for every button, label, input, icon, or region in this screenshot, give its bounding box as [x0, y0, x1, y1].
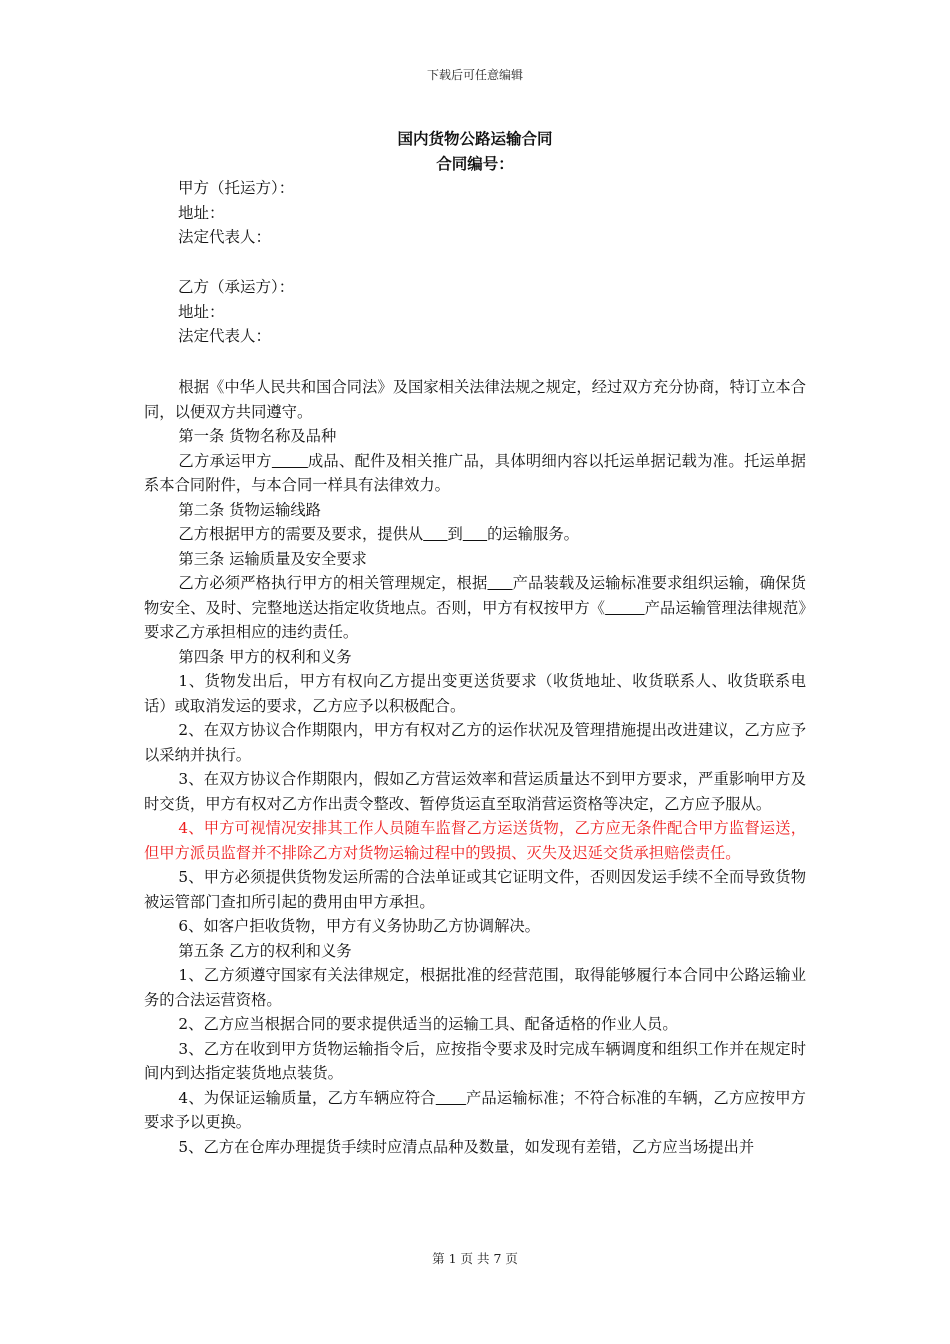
party-b-representative: 法定代表人：: [178, 327, 272, 345]
article-5-item-4-b: 产品运输标准；不符合标准的车辆，乙方应按甲方要求予以更换。: [144, 1088, 806, 1131]
article-5-item-4-a: 4、为保证运输质量，乙方车辆应符合: [178, 1088, 436, 1107]
article-3-text: [144, 571, 806, 645]
article-5-heading: 第五条 乙方的权利和义务: [178, 941, 352, 960]
article-5-item-1: 1、乙方须遵守国家有关法律规定，根据批准的经营范围，取得能够履行本合同中公路运输业务的合法运营资格。: [144, 966, 806, 1009]
article-4-item-5: 5、甲方必须提供货物发运所需的合法单证或其它证明文件，否则因发运手续不全而导致货物被运管部门查扣所引起的费用由甲方承担。: [144, 868, 806, 911]
article-5-item-5: 5、乙方在仓库办理提货手续时应清点品种及数量，如发现有差错，乙方应当场提出并: [178, 1137, 755, 1156]
party-a-representative: 法定代表人：: [178, 228, 272, 246]
article-4-item-1: 1、货物发出后，甲方有权向乙方提出变更送货要求（收货地址、收货联系人、收货联系电话）或取消发运的要求，乙方应予以积极配合。: [144, 672, 806, 715]
article-4-heading: 第四条 甲方的权利和义务: [178, 647, 352, 666]
article-2-text-b: 到: [447, 525, 463, 543]
party-a-address: 地址：: [178, 203, 225, 222]
article-3-heading: 第三条 运输质量及安全要求: [178, 549, 367, 568]
article-5-item-2: 2、乙方应当根据合同的要求提供适当的运输工具、配备适格的作业人员。: [178, 1015, 678, 1033]
article-3-text-a: 乙方必须严格执行甲方的相关管理规定，根据: [178, 574, 488, 592]
article-3-text-b: 产品装载及运输标准要求组织运输，确保货物安全、及时、完整地送达指定收货地点。否则，甲方有权按甲方《: [144, 574, 806, 617]
article-1-text-a: 乙方承运甲方: [178, 451, 272, 470]
fill-blank-transport-standard: [436, 1089, 466, 1107]
article-4-item-4-highlighted: 4、甲方可视情况安排其工作人员随车监督乙方运送货物，乙方应无条件配合甲方监督运送，但甲方派员监督并不排除乙方对货物运输过程中的毁损、灭失及迟延交货承担赔偿责任。: [144, 819, 806, 862]
header-note: 下载后可任意编辑: [426, 68, 523, 82]
article-2-text-a: 乙方根据甲方的需要及要求，提供从: [178, 525, 424, 543]
fill-blank-destination: [463, 525, 487, 543]
article-1-heading: 第一条 货物名称及品种: [178, 427, 337, 445]
party-b-block: [178, 275, 294, 349]
party-b-address: 地址：: [178, 302, 225, 321]
article-5-item-3: 3、乙方在收到甲方货物运输指令后，应按指令要求及时完成车辆调度和组织工作并在规定时间内到达指定装货地点装货。: [144, 1039, 806, 1082]
party-b-heading: 乙方（承运方）：: [178, 278, 295, 296]
article-2-text-c: 的运输服务。: [487, 525, 579, 543]
fill-blank-product: [272, 452, 308, 470]
preamble: 根据《中华人民共和国合同法》及国家相关法律法规之规定，经过双方充分协商，特订立本合同，以便双方共同遵守。: [144, 378, 806, 421]
article-4-item-6: 6、如客户拒收货物，甲方有义务协助乙方协调解决。: [178, 917, 540, 935]
article-2-heading: 第二条 货物运输线路: [178, 500, 321, 519]
article-5-item-4: [144, 1086, 806, 1135]
party-a-heading: 甲方（托运方）：: [178, 179, 295, 197]
article-4-item-3: 3、在双方协议合作期限内，假如乙方营运效率和营运质量达不到甲方要求，严重影响甲方及时交货，甲方有权对乙方作出责令整改、暂停货运直至取消营运资格等决定，乙方应予服从。: [144, 770, 806, 813]
article-3-text-c: 产品运输管理法律规范》要求乙方承担相应的违约责任。: [144, 598, 806, 641]
document-title: 国内货物公路运输合同: [397, 129, 553, 148]
fill-blank-standard: [487, 574, 512, 592]
article-1-text: [144, 449, 806, 498]
article-2-text: [144, 522, 806, 547]
fill-blank-regulation: [605, 599, 645, 617]
fill-blank-origin: [423, 525, 447, 543]
party-a-block: [178, 176, 294, 250]
page-footer: 第 1 页 共 7 页: [432, 1251, 518, 1266]
contract-body: [144, 375, 806, 1159]
contract-number-label: 合同编号：: [436, 154, 514, 173]
article-4-item-2: 2、在双方协议合作期限内，甲方有权对乙方的运作状况及管理措施提出改进建议，乙方应予以采纳并执行。: [144, 721, 806, 764]
article-1-text-b: 成品、配件及相关推广品，具体明细内容以托运单据记载为准。托运单据系本合同附件，与本合同一样具有法律效力。: [144, 451, 806, 494]
